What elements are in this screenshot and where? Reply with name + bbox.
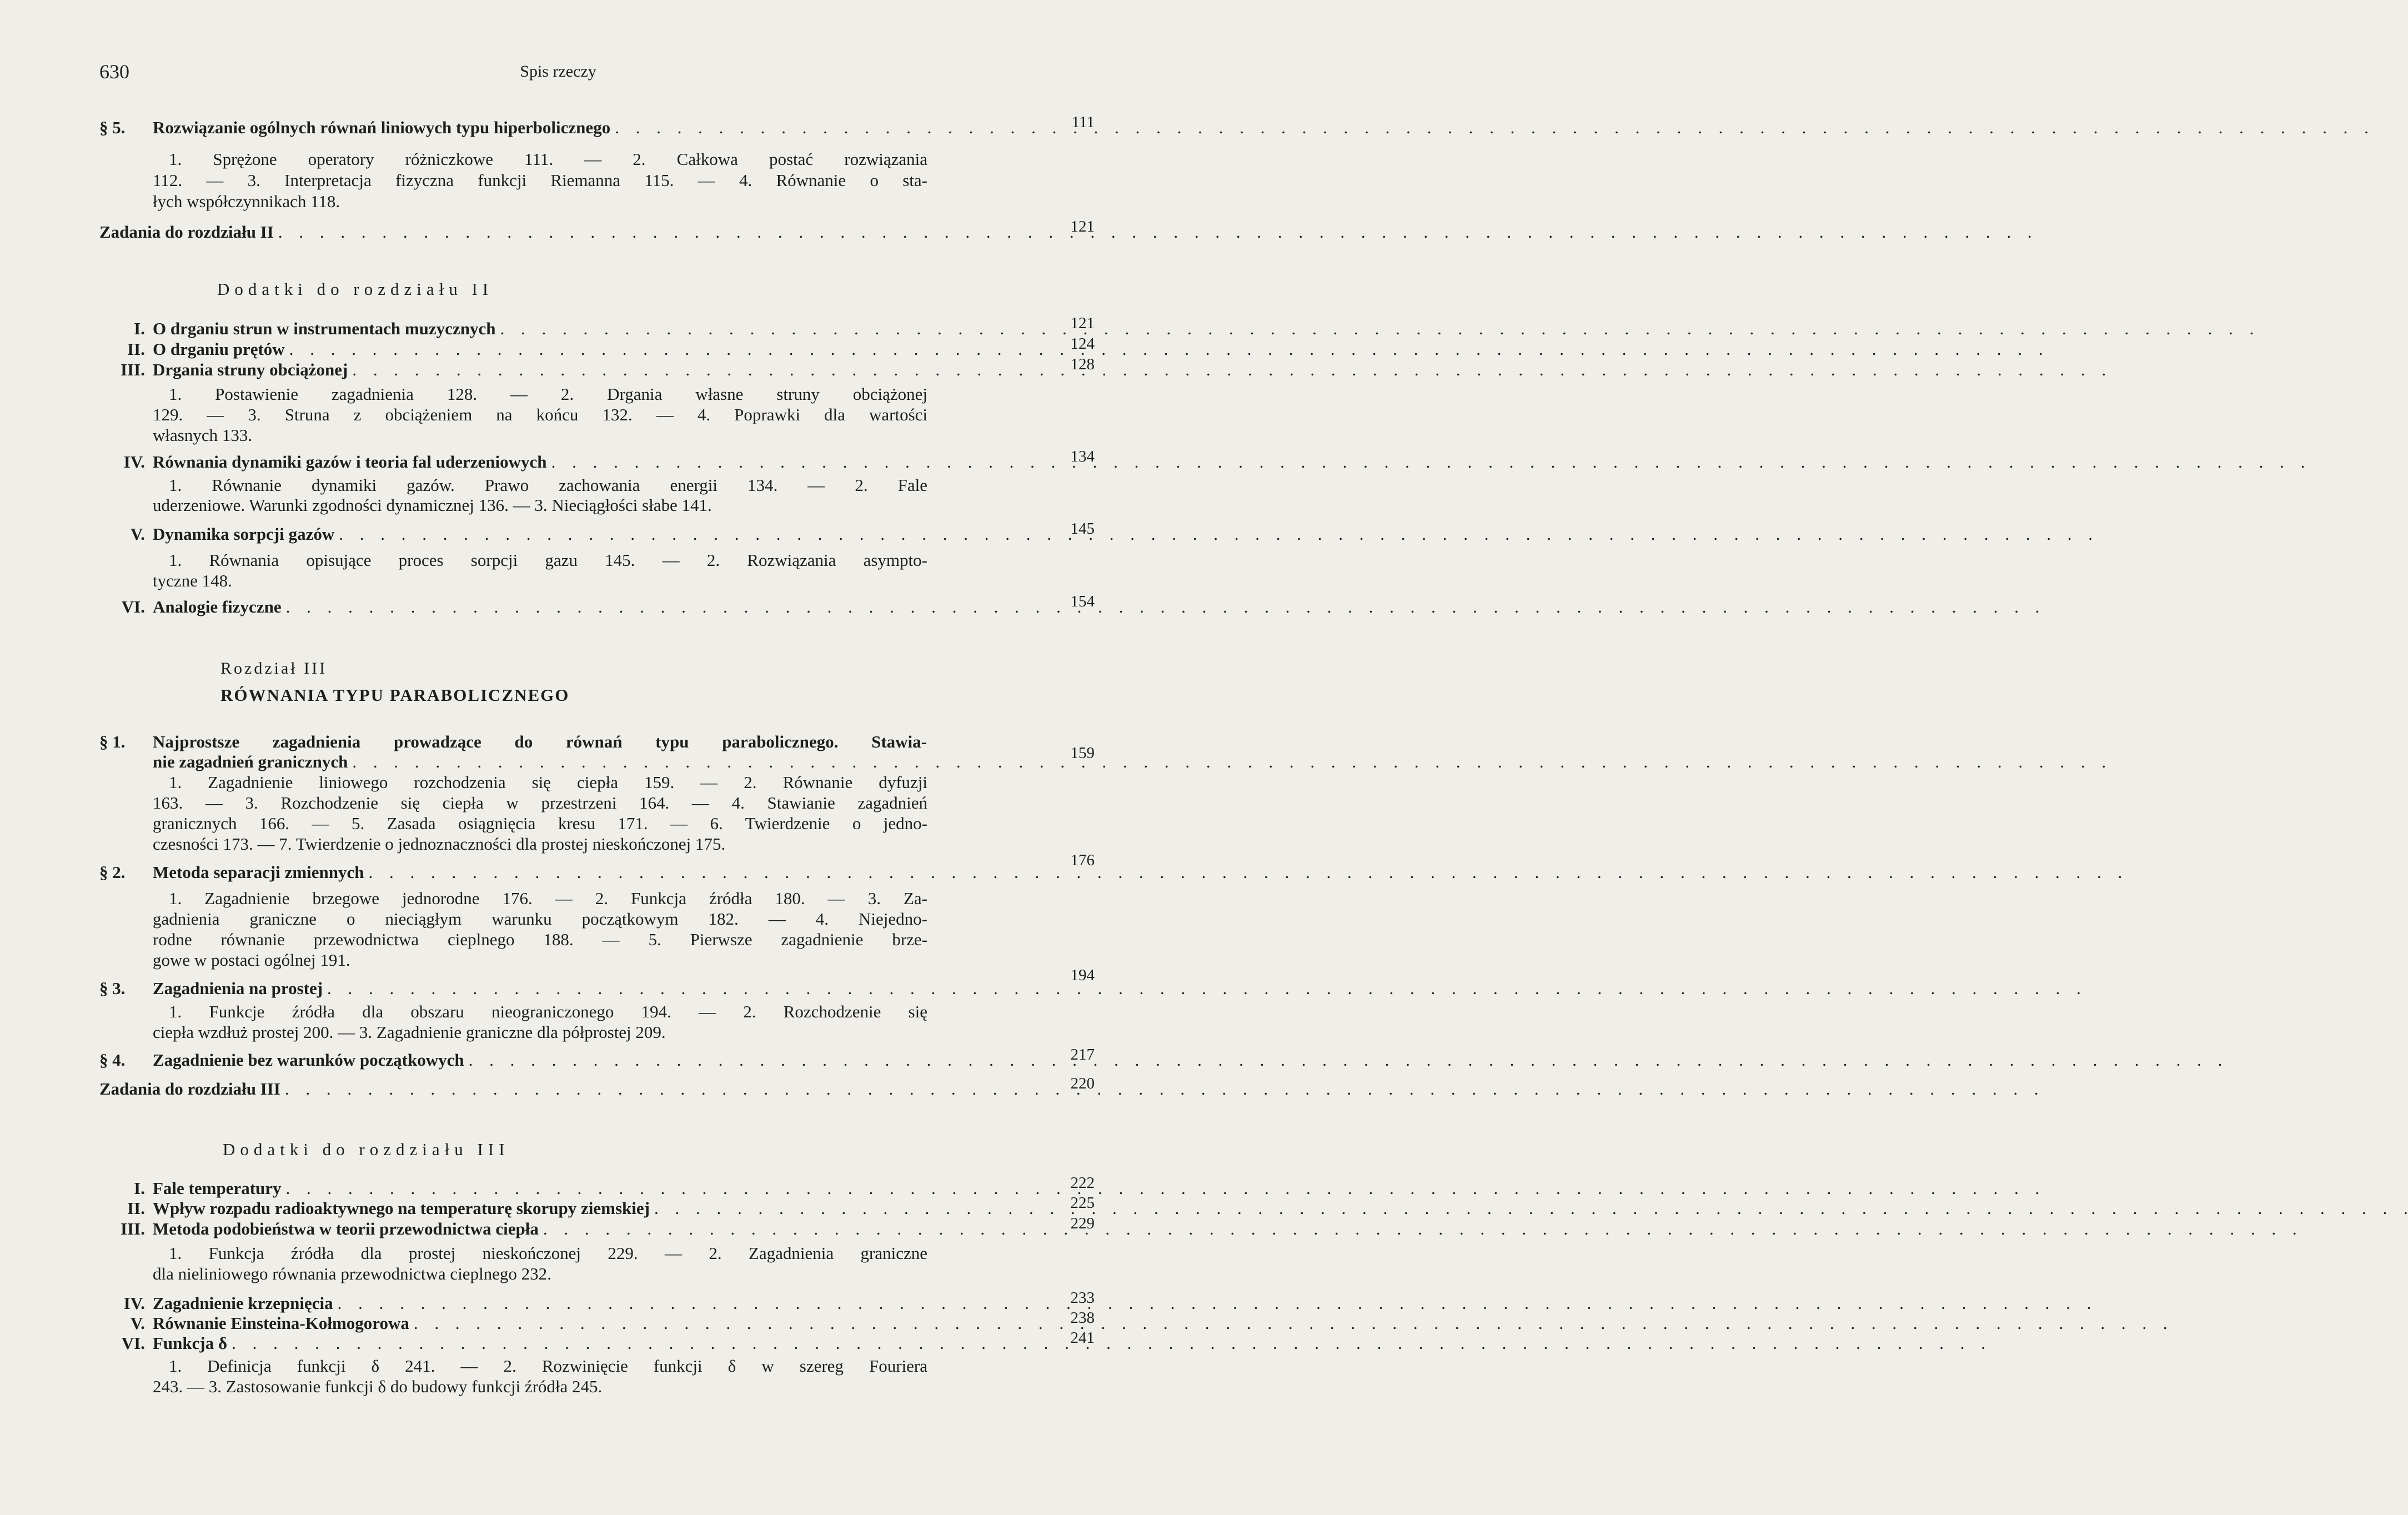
entry-number: § 1. <box>99 732 126 751</box>
entry-page: 233 <box>1070 1289 1095 1307</box>
description-line: 112. — 3. Interpretacja fizyczna funkcji Riemanna 115. — 4. Równanie o sta- <box>153 170 927 190</box>
entry-description <box>153 1243 927 1284</box>
description-line: 1. Równanie dynamiki gazów. Prawo zachowania energii 134. — 2. Fale <box>169 475 927 495</box>
toc-entry <box>99 1174 1095 1199</box>
dot-leader <box>333 1293 2091 1314</box>
description-line: 243. — 3. Zastosowanie funkcji δ do budowy funkcji źródła 245. <box>153 1377 603 1396</box>
description-line: ciepła wzdłuż prostej 200. — 3. Zagadnienie graniczne dla półprostej 209. <box>153 1022 666 1042</box>
entry-title: Najprostsze zagadnienia prowadzące do równań typu parabolicznego. Stawia- <box>153 732 927 751</box>
description-line: 163. — 3. Rozchodzenie się ciepła w przestrzeni 164. — 4. Stawianie zagadnień <box>153 793 927 812</box>
entry-number: I. <box>134 1178 145 1198</box>
description-line: granicznych 166. — 5. Zasada osiągnięcia kresu 171. — 6. Twierdzenie o jedno- <box>153 814 927 833</box>
entry-page: 241 <box>1070 1329 1095 1347</box>
entry-page: 222 <box>1070 1174 1095 1192</box>
entry-page: 154 <box>1070 593 1095 610</box>
dot-leader <box>547 452 2305 473</box>
entry-number: II. <box>127 1198 145 1218</box>
description-line: 1. Równania opisujące proces sorpcji gazu 145. — 2. Rozwiązania asympto- <box>169 550 927 570</box>
description-line: łych współczynnikach 118. <box>153 192 340 211</box>
entry-number: III. <box>121 1219 145 1238</box>
description-line: 129. — 3. Struna z obciążeniem na końcu 132. — 4. Poprawki dla wartości <box>153 405 927 424</box>
entry-number: § 4. <box>99 1050 126 1070</box>
description-line: 1. Postawienie zagadnienia 128. — 2. Drgania własne struny obciążonej <box>169 384 927 404</box>
entry-number: IV. <box>123 452 145 471</box>
toc-entry-continuation <box>99 744 1095 772</box>
toc-entry <box>99 1046 1095 1071</box>
toc-entry <box>99 593 1095 618</box>
entry-page: 217 <box>1070 1046 1095 1063</box>
toc-entry <box>99 1309 1095 1334</box>
entry-title: Metoda podobieństwa w teorii przewodnictwa ciepła <box>153 1219 539 1238</box>
entry-page: 238 <box>1070 1309 1095 1327</box>
dot-leader <box>227 1333 1985 1354</box>
toc-entry <box>99 218 1095 243</box>
appendix-heading: Dodatki do rozdziału III <box>223 1140 510 1159</box>
entry-title: Funkcja δ <box>153 1333 228 1353</box>
toc-entry <box>99 1215 1095 1240</box>
entry-page: 145 <box>1070 520 1095 538</box>
entry-title: Zadania do rozdziału II <box>99 222 274 242</box>
entry-description <box>153 149 927 212</box>
entry-title: Drgania struny obciążonej <box>153 360 348 379</box>
dot-leader <box>464 1050 2223 1071</box>
dot-leader <box>650 1198 2408 1219</box>
entry-description <box>153 550 927 591</box>
dot-leader <box>348 751 2106 772</box>
entry-page: 220 <box>1070 1075 1095 1092</box>
description-line: czesności 173. — 7. Twierdzenie o jednoznaczności dla prostej nieskończonej 175. <box>153 834 726 854</box>
dot-leader <box>348 359 2106 380</box>
description-line: rodne równanie przewodnictwa cieplnego 188. — 5. Pierwsze zagadnienie brze- <box>153 930 927 949</box>
dot-leader <box>323 978 2081 999</box>
dot-leader <box>539 1218 2297 1240</box>
entry-number: V. <box>130 1313 145 1333</box>
entry-description <box>153 772 927 854</box>
entry-page: 159 <box>1070 744 1095 762</box>
dot-leader <box>610 117 2369 138</box>
page-number: 630 <box>99 61 129 83</box>
entry-page: 134 <box>1070 448 1095 465</box>
entry-page: 194 <box>1070 966 1095 984</box>
entry-number: § 5. <box>99 118 126 137</box>
description-line: 1. Funkcje źródła dla obszaru nieograniczonego 194. — 2. Rozchodzenie się <box>169 1002 927 1021</box>
dot-leader <box>285 339 2043 360</box>
entry-page: 225 <box>1070 1194 1095 1212</box>
description-line: własnych 133. <box>153 425 253 445</box>
entry-title: Wpływ rozpadu radioaktywnego na temperaturę skorupy ziemskiej <box>153 1198 650 1218</box>
dot-leader <box>495 318 2254 339</box>
running-header: Spis rzeczy <box>520 62 596 81</box>
toc-entry <box>99 966 1095 999</box>
entry-page: 121 <box>1070 218 1095 235</box>
entry-title: O drganiu prętów <box>153 339 285 359</box>
entry-number: IV. <box>123 1293 145 1313</box>
dot-leader <box>334 524 2093 545</box>
description-line: tyczne 148. <box>153 571 232 590</box>
description-line: uderzeniowe. Warunki zgodności dynamicznej 136. — 3. Nieciągłości słabe 141. <box>153 495 712 515</box>
entry-number: II. <box>127 339 145 359</box>
entry-title: Równania dynamiki gazów i teoria fal uderzeniowych <box>153 452 547 471</box>
dot-leader <box>280 1078 2039 1100</box>
appendix-heading: Dodatki do rozdziału II <box>217 279 494 299</box>
entry-title: Analogie fizyczne <box>153 597 282 616</box>
entry-page: 124 <box>1070 335 1095 353</box>
entry-number: III. <box>121 360 145 379</box>
toc-entry <box>99 1289 1095 1314</box>
entry-number: § 2. <box>99 862 126 882</box>
entry-title: Zagadnienia na prostej <box>153 979 323 998</box>
toc-entry <box>99 1194 1095 1219</box>
description-line: 1. Zagadnienie brzegowe jednorodne 176. — 2. Funkcja źródła 180. — 3. Za- <box>169 889 927 908</box>
description-line: gadnienia graniczne o nieciągłym warunku początkowym 182. — 4. Niejedno- <box>153 909 927 929</box>
entry-number: § 3. <box>99 979 126 998</box>
entry-description <box>153 888 927 970</box>
entry-title: nie zagadnień granicznych <box>153 752 348 771</box>
entry-page: 229 <box>1070 1215 1095 1232</box>
entry-title: Zagadnienie krzepnięcia <box>153 1293 333 1313</box>
toc-entry <box>99 448 1095 473</box>
entry-title: Dynamika sorpcji gazów <box>153 524 335 544</box>
toc-entry <box>99 335 1095 360</box>
entry-title: Rozwiązanie ogólnych równań liniowych typu hiperbolicznego <box>153 118 611 137</box>
dot-leader <box>364 862 2123 883</box>
toc-entry <box>99 1075 1095 1100</box>
entry-number: I. <box>134 319 145 338</box>
entry-title: Fale temperatury <box>153 1178 282 1198</box>
entry-description <box>153 1356 927 1397</box>
entry-title: Metoda separacji zmiennych <box>153 862 364 882</box>
entry-page: 111 <box>1071 113 1095 131</box>
toc-entry <box>99 731 927 753</box>
description-line: 1. Sprężone operatory różniczkowe 111. — 2. Całkowa postać rozwiązania <box>169 149 927 169</box>
toc-entry <box>99 113 1095 138</box>
entry-page: 121 <box>1070 314 1095 332</box>
entry-number: VI. <box>121 1333 145 1353</box>
dot-leader <box>282 1178 2040 1199</box>
description-line: dla nieliniowego równania przewodnictwa cieplnego 232. <box>153 1264 551 1283</box>
entry-number: VI. <box>121 597 145 616</box>
toc-entry <box>99 355 1095 380</box>
description-line: 1. Definicja funkcji δ 241. — 2. Rozwinięcie funkcji δ w szereg Fouriera <box>169 1356 927 1376</box>
entry-title: O drganiu strun w instrumentach muzycznych <box>153 319 496 338</box>
toc-entry <box>99 314 1095 339</box>
toc-entry <box>99 1329 1095 1354</box>
description-line: 1. Funkcja źródła dla prostej nieskończonej 229. — 2. Zagadnienia graniczne <box>169 1243 927 1263</box>
chapter-label: Rozdział III <box>220 659 328 678</box>
dot-leader <box>282 596 2040 618</box>
dot-leader <box>409 1313 2168 1334</box>
description-line: gowe w postaci ogólnej 191. <box>153 950 350 970</box>
entry-description <box>153 1001 927 1042</box>
description-line: 1. Zagadnienie liniowego rozchodzenia się ciepła 159. — 2. Równanie dyfuzji <box>169 772 927 792</box>
entry-title: Zagadnienie bez warunków początkowych <box>153 1050 464 1070</box>
entry-title: Równanie Einsteina-Kołmogorowa <box>153 1313 409 1333</box>
entry-description <box>153 384 927 445</box>
toc-entry <box>99 851 1095 883</box>
entry-page: 128 <box>1070 355 1095 373</box>
entry-number: V. <box>130 524 145 544</box>
chapter-title: RÓWNANIA TYPU PARABOLICZNEGO <box>220 685 570 705</box>
entry-description <box>153 475 927 515</box>
toc-entry <box>99 520 1095 545</box>
entry-page: 176 <box>1070 851 1095 869</box>
entry-title: Zadania do rozdziału III <box>99 1079 280 1098</box>
dot-leader <box>274 222 2032 243</box>
